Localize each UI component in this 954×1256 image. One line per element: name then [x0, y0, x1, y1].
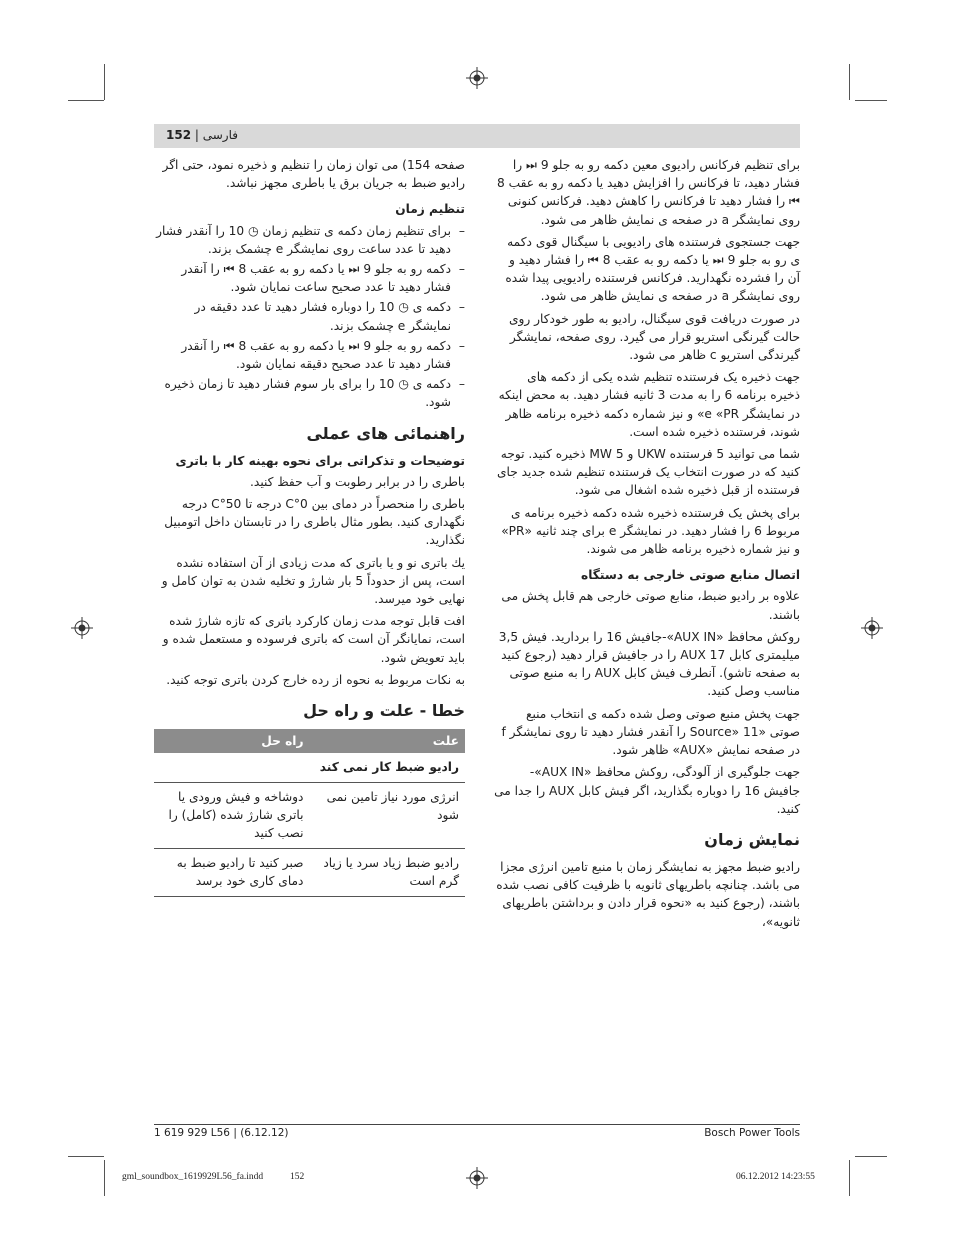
paragraph: علاوه بر رادیو ضبط، منابع صوتی خارجی هم قابل پخش می باشند.: [501, 589, 800, 622]
header-remedy: راه حل: [154, 729, 310, 753]
footer-rule: [154, 1124, 800, 1125]
list-item: – برای تنظیم زمان دکمه ی تنظیم زمان ◷ 10 را آنقدر فشار دهید تا عدد ساعت روی نمایشگر e چشمک بزند.: [154, 222, 465, 258]
slug-date: 06.12.2012 14:23:55: [736, 1172, 815, 1182]
crop-mark: [104, 64, 105, 100]
time-setting-list: [154, 222, 465, 412]
practical-subtitle: توضیحات و تذکراتی برای نحوه بهینه کار با باتری: [175, 453, 465, 468]
paragraph: جهت ذخیره یک فرستنده تنظیم شده یکی از دکمه های ذخیره برنامه 6 را به مدت 3 ثانیه فشار دهید. به محض اینکه در نمایشگر e «PR» و نیز شماره دکمه ذخیره برنامه ظاهر شوند، فرستنده ذخیره شده است.: [498, 370, 800, 439]
list-item: – دکمه ی ◷ 10 را برای بار سوم فشار دهید تا زمان ذخیره شود.: [154, 375, 465, 411]
group-label: رادیو ضبط کار نمی کند: [154, 753, 465, 783]
list-item: – دکمه رو به جلو 9 ⏭ یا دکمه رو به عقب 8 ⏮ را آنقدر فشار دهید تا عدد صحیح ساعت نمایان شود.: [154, 260, 465, 296]
paragraph: باطری را منحصراً در دمای بین 0°C درجه تا 50°C درجه نگهداری کنید. بطور مثال باطری را در تابستان داخل اتومبیل نگذارید.: [164, 497, 465, 548]
right-column: [494, 156, 800, 935]
table-row: [154, 783, 465, 849]
list-item: – دکمه ی ◷ 10 را دوباره فشار دهید تا عدد دقیقه در نمایشگر e چشمک بزند.: [154, 298, 465, 334]
doc-code: 1 619 929 L56 | (6.12.12): [154, 1127, 289, 1139]
troubleshooting-table: [154, 729, 465, 897]
cause-cell: انرژی مورد نیاز تامین نمی شود: [310, 783, 466, 849]
slug-page: 152: [290, 1172, 305, 1182]
registration-mark-icon: [466, 1167, 488, 1189]
crop-mark: [855, 1156, 887, 1157]
practical-paragraphs: [154, 473, 465, 689]
page-header: [154, 124, 800, 148]
troubleshooting-title: خطا - علت و راه حل: [303, 701, 465, 721]
paragraph: برای تنظیم فرکانس رادیوی معین دکمه رو به جلو 9 ⏭ را فشار دهید، تا فرکانس را افزایش دهید یا دکمه رو به عقب 8 ⏮ را فشار دهید تا فرکانس را کاهش دهید. فرکانس کنونی روی نمایشگر a در صفحه ی نمایش ظاهر می شود.: [497, 158, 800, 227]
crop-mark: [849, 1160, 850, 1196]
table-group-row: [154, 753, 465, 783]
crop-mark: [104, 1160, 105, 1196]
table-header-row: [154, 729, 465, 753]
paragraph: روکش محافظ «AUX IN»-جافیش 16 را بردارید. فیش 3,5 میلیمتری کابل AUX 17 را در جافیش قرار دهید (رجوع کنید به صفحه تاشو). آنطرف فیش کابل AUX را به منبع صوتی مناسب وصل کنید.: [498, 629, 800, 699]
slug-filename: gml_soundbox_1619929L56_fa.indd: [122, 1172, 264, 1182]
paragraph: در صورت دریافت قوی سیگنال، رادیو به طور خودکار روی حالت گیرنگی استریو قرار می گیرد. روی صفحه، نمایشگر گیرندگی استریو c ظاهر می شود.: [508, 311, 800, 363]
section-heading: نمایش زمان: [704, 829, 800, 849]
paragraph: جهت پخش منبع صوتی وصل شده دکمه ی انتخاب منبع صوتی «Source» 11 را آنقدر فشار دهید تا روی نمایشگر f در صفحه نمایش «AUX» ظاهر شود.: [501, 706, 800, 758]
paragraph: شما می توانید 5 فرستنده UKW و 5 MW ذخیره کنید. توجه کنید که در صورت انتخاب یک فرستنده تنظیم شده جدید جای فرستنده از قبل ذخیره شده اشغال می شود.: [496, 447, 800, 498]
list-item: – دکمه رو به جلو 9 ⏭ یا دکمه رو به عقب 8 ⏮ را آنقدر فشار دهید تا عدد صحیح دقیقه نمایان شود.: [154, 337, 465, 373]
crop-mark: [849, 64, 850, 100]
header-text: فارسی | 152: [166, 128, 238, 142]
practical-title: راهنمائی های عملی: [306, 423, 465, 443]
crop-mark: [68, 100, 104, 101]
paragraph: جهت جستجوی فرستنده های رادیویی با سیگنال قوی دکمه ی رو به جلو 9 ⏭ یا دکمه رو به عقب 8 ⏮ را فشار دهید و آن را فشرده نگهدارید. فرکانس فرستنده رادیویی پیدا شده روی نمایشگر a در صفحه ی نمایش ظاهر می شود.: [505, 234, 800, 304]
paragraph: باطری را در برابر رطوبت و آب حفظ کنید.: [250, 474, 465, 489]
cause-cell: رادیو ضبط زیاد سرد یا زیاد گرم است: [310, 849, 466, 897]
registration-mark-icon: [466, 67, 488, 89]
paragraph: رادیو ضبط مجهز به نمایشگر زمان با منبع تامین انرژی مجزا می باشد. چنانچه باطریهای ثانویه با ظرفیت کافی نصب شده باشند، (رجوع کنید به «نحوه قرار دادن و برداشتن باطریهای ثانویه»،: [496, 859, 800, 929]
remedy-cell: دوشاخه و فیش ورودی یا باتری شارژ شده (کامل) را نصب کنید: [154, 783, 310, 849]
header-language: فارسی: [202, 128, 238, 142]
paragraph: یك باتری نو و یا باتری که مدت زیادی از آن استفاده نشده است، پس از حدوداً 5 بار شارژ و تخلیه شدن به توان کامل و نهایی خود میرسد.: [161, 555, 465, 607]
time-setting-title: تنظیم زمان: [395, 202, 465, 217]
header-cause: علت: [310, 729, 466, 753]
remedy-cell: صبر کنید تا رادیو ضبط به دمای کاری خود برسد: [154, 849, 310, 897]
paragraph: جهت جلوگیری از آلودگی، روکش محافظ «AUX IN»-جافیش 16 را دوباره بگذارید، اگر فیش کابل AUX را جدا می کنید.: [494, 765, 800, 816]
registration-mark-icon: [861, 617, 883, 639]
paragraph: به نکات مربوط به نحوه از رده خارج کردن باتری توجه کنید.: [166, 672, 465, 687]
registration-mark-icon: [71, 617, 93, 639]
paragraph: برای پخش یک فرستنده ذخیره شده دکمه ذخیره برنامه ی مربوط 6 را فشار دهید. در نمایشگر e برای چند ثانیه «PR» و نیز شماره ذخیره برنامه ظاهر می شوند.: [501, 505, 800, 557]
brand-name: Bosch Power Tools: [704, 1127, 800, 1139]
crop-mark: [68, 1156, 104, 1157]
crop-mark: [855, 100, 887, 101]
page-number: 152: [166, 128, 192, 142]
paragraph: افت قابل توجه مدت زمان کارکرد باتری که تازه شارژ شده است، نمایانگر آن است که باتری فرسوده و مستعمل شده و باید تعویض شود.: [162, 614, 465, 665]
subheading: اتصال منابع صوتی خارجی به دستگاه: [581, 568, 800, 583]
left-column: [154, 156, 465, 897]
intro-paragraph: صفحه 154) می توان زمان را تنظیم و ذخیره نمود، حتی اگر رادیو ضبط به جریان برق یا باطری مجهز نباشد.: [162, 158, 465, 191]
table-row: [154, 849, 465, 897]
